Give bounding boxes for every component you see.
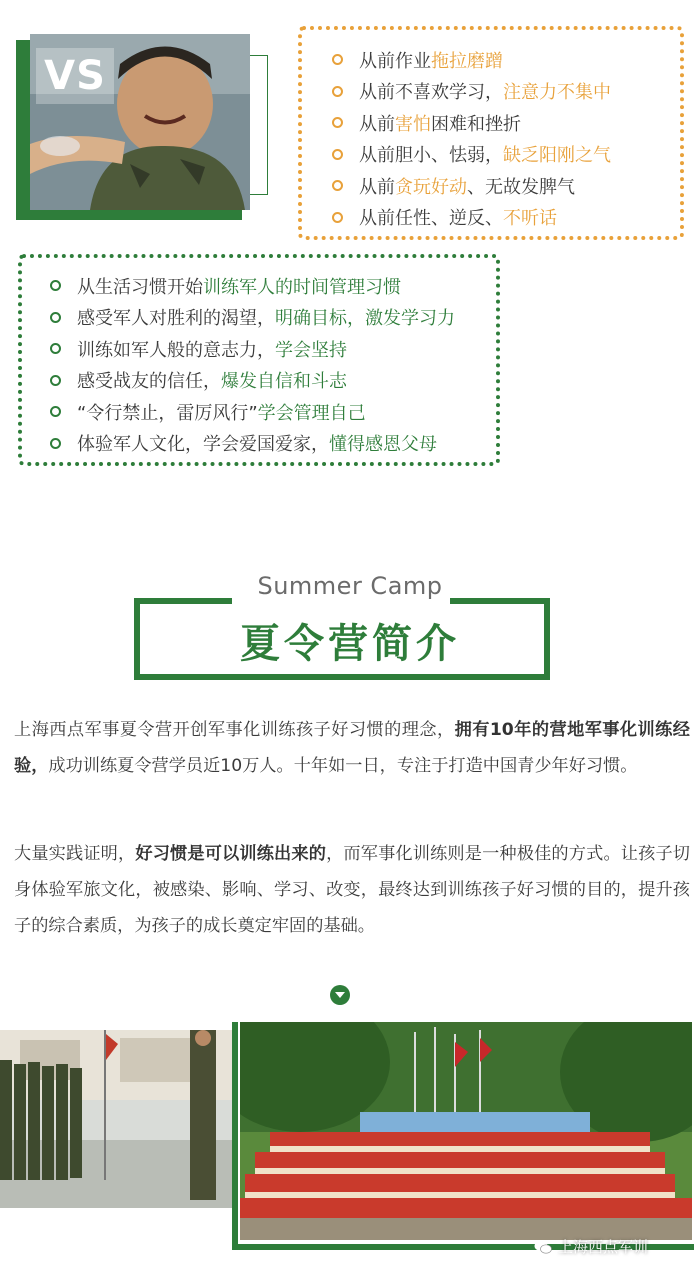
list-item: [332, 139, 611, 171]
intro-paragraph-2: [14, 836, 690, 944]
bullet-icon: [50, 406, 61, 417]
list-item: [332, 202, 611, 234]
list-item-hl: 训练军人的时间管理习惯: [203, 276, 401, 298]
watermark-text: 上海西点军训: [558, 1238, 649, 1256]
photo-camp-group: [240, 1022, 692, 1240]
list-item-post: 、无故发脾气: [467, 176, 575, 198]
list-item: [50, 396, 455, 428]
section-frame-top-left: [134, 598, 232, 604]
bullet-icon: [332, 212, 343, 223]
list-item-hl: 缺乏阳刚之气: [503, 145, 611, 167]
section-frame-top-right: [450, 598, 550, 604]
bullet-icon: [50, 280, 61, 291]
list-item: [50, 365, 455, 397]
vs-label: VS: [36, 48, 114, 104]
list-item-hl: 不听话: [503, 208, 557, 230]
para2-part-a: 大量实践证明，: [14, 844, 136, 864]
list-item: [332, 44, 611, 76]
list-item: [50, 428, 455, 460]
list-item-pre: 从前胆小、怯弱，: [359, 145, 503, 167]
para2-highlight: 好习惯是可以训练出来的: [135, 844, 327, 864]
watermark: [534, 1236, 648, 1257]
list-item-pre: 体验军人文化，学会爱国爱家，: [77, 434, 329, 456]
after-list-box: [18, 254, 500, 466]
list-item-hl: 学会坚持: [275, 339, 347, 361]
bullet-icon: [332, 54, 343, 65]
para1-highlight: 拥有10年的营地军事化训练经验，: [14, 720, 690, 776]
list-item-hl: 害怕: [395, 113, 431, 135]
list-item-pre: 感受军人对胜利的渴望，: [77, 308, 275, 330]
bullet-icon: [332, 117, 343, 128]
list-item: [50, 302, 455, 334]
list-item: [332, 170, 611, 202]
para1-part-a: 上海西点军事夏令营开创军事化训练孩子好习惯的理念，: [14, 720, 455, 740]
after-list: [50, 270, 455, 459]
section-subtitle: Summer Camp: [257, 572, 443, 600]
list-item-post: 困难和挫折: [431, 113, 521, 135]
list-item-hl: 注意力不集中: [503, 82, 611, 104]
list-item-pre: 从生活习惯开始: [77, 276, 203, 298]
bullet-icon: [50, 438, 61, 449]
intro-paragraph-1: [14, 712, 690, 784]
bullet-icon: [50, 343, 61, 354]
wechat-icon: [534, 1240, 552, 1254]
list-item: [50, 270, 455, 302]
para2-part-c: ，而军事化训练则是一种极佳的方式。让孩子切身体验军旅文化，被感染、影响、学习、改变，最终达到训练孩子好习惯的目的，提升孩子的综合素质，为孩子的成长奠定牢固的基础。: [14, 844, 690, 936]
list-item-pre: 从前: [359, 113, 395, 135]
list-item-hl: 懂得感恩父母: [329, 434, 437, 456]
bullet-icon: [50, 375, 61, 386]
list-item-pre: 从前任性、逆反、: [359, 208, 503, 230]
bullet-icon: [332, 180, 343, 191]
list-item-hl: 学会管理自己: [257, 402, 366, 424]
bullet-icon: [332, 149, 343, 160]
list-item-hl: 明确目标，激发学习力: [275, 308, 455, 330]
list-item: [50, 333, 455, 365]
list-item-hl: 爆发自信和斗志: [221, 371, 347, 393]
list-item-pre: “令行禁止，雷厉风行”: [77, 402, 258, 424]
section-title: 夏令营简介: [240, 621, 460, 667]
bullet-icon: [50, 312, 61, 323]
list-item: [332, 107, 611, 139]
before-list-box: [298, 26, 684, 240]
list-item: [332, 76, 611, 108]
photo-soldiers-lineup: [0, 1030, 232, 1208]
list-item-pre: 从前作业: [359, 50, 431, 72]
list-item-hl: 贪玩好动: [395, 176, 467, 198]
para1-part-c: 成功训练夏令营学员近10万人。十年如一日，专注于打造中国青少年好习惯。: [48, 756, 638, 776]
list-item-pre: 从前: [359, 176, 395, 198]
list-item-pre: 从前不喜欢学习，: [359, 82, 503, 104]
before-list: [332, 44, 611, 233]
list-item-pre: 训练如军人般的意志力，: [77, 339, 275, 361]
list-item-hl: 拖拉磨蹭: [431, 50, 503, 72]
bullet-icon: [332, 86, 343, 97]
list-item-pre: 感受战友的信任，: [77, 371, 221, 393]
chevron-down-icon: [330, 985, 350, 1005]
